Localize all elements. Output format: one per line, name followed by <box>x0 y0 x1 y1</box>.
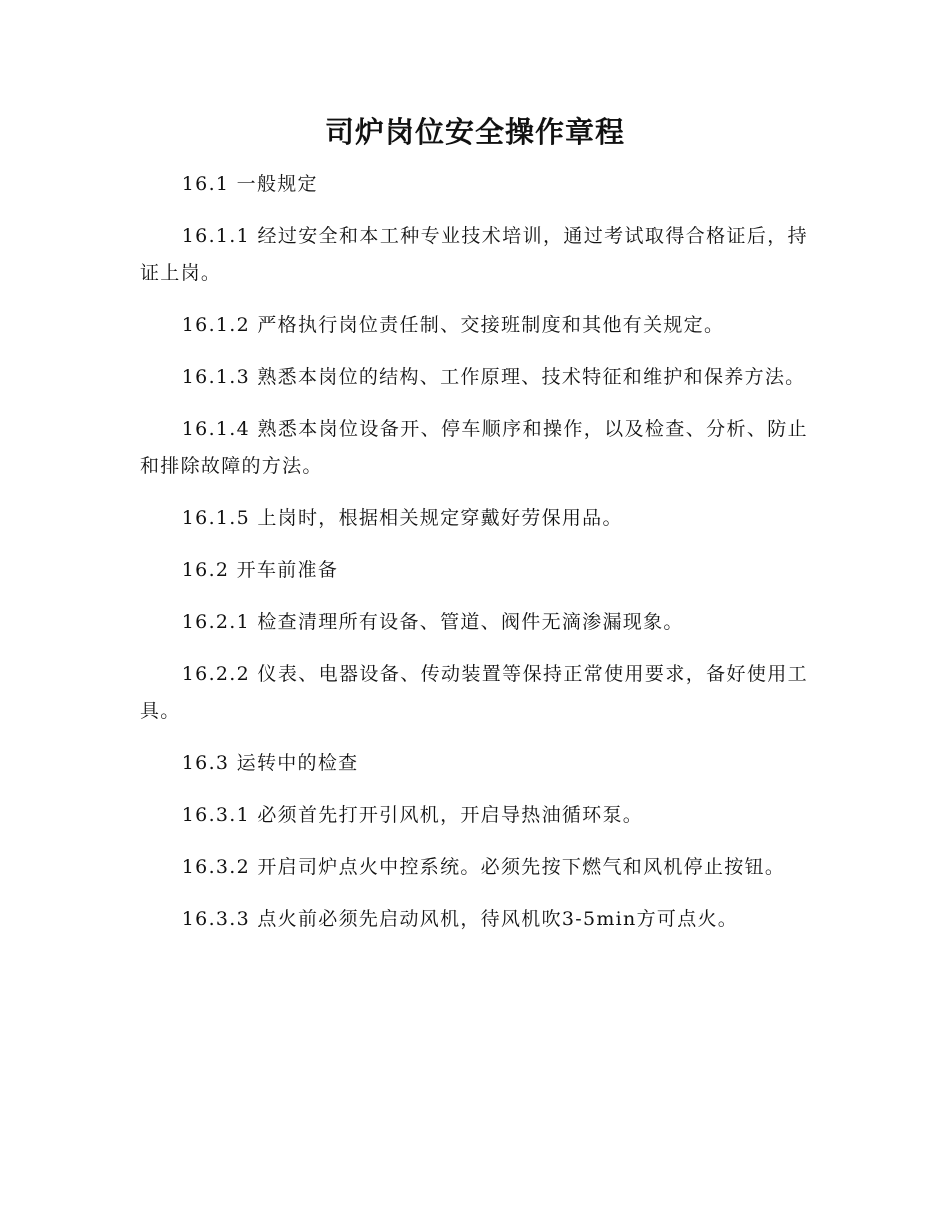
clause-16-2-2: 16.2.2 仪表、电器设备、传动装置等保持正常使用要求，备好使用工具。 <box>140 663 808 722</box>
section-heading-16-1: 16.1 一般规定 <box>181 173 318 195</box>
clause-16-1-5: 16.1.5 上岗时，根据相关规定穿戴好劳保用品。 <box>181 507 623 529</box>
clause-16-3-2: 16.3.2 开启司炉点火中控系统。必须先按下燃气和风机停止按钮。 <box>181 856 786 878</box>
clause-16-1-2: 16.1.2 严格执行岗位责任制、交接班制度和其他有关规定。 <box>181 314 725 336</box>
clause-16-1-1: 16.1.1 经过安全和本工种专业技术培训，通过考试取得合格证后，持证上岗。 <box>140 225 808 284</box>
clause-16-1-3: 16.1.3 熟悉本岗位的结构、工作原理、技术特征和维护和保养方法。 <box>181 366 806 388</box>
section-heading-16-2: 16.2 开车前准备 <box>181 559 339 581</box>
document-body <box>140 166 808 953</box>
document-title: 司炉岗位安全操作章程 <box>324 115 625 149</box>
section-heading-16-3: 16.3 运转中的检查 <box>181 752 359 774</box>
clause-16-2-1: 16.2.1 检查清理所有设备、管道、阀件无滴渗漏现象。 <box>181 611 684 633</box>
clause-16-3-3: 16.3.3 点火前必须先启动风机，待风机吹3-5min方可点火。 <box>181 908 739 930</box>
clause-16-1-4: 16.1.4 熟悉本岗位设备开、停车顺序和操作，以及检查、分析、防止和排除故障的方法。 <box>140 418 808 477</box>
clause-16-3-1: 16.3.1 必须首先打开引风机，开启导热油循环泵。 <box>181 804 644 826</box>
